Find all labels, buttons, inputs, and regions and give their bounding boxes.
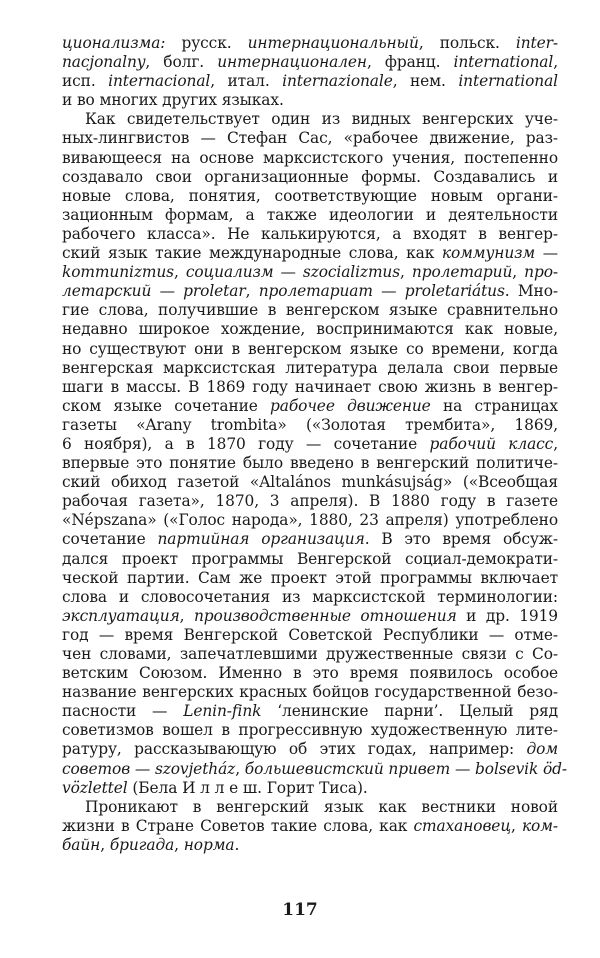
text-line — [62, 416, 558, 435]
text-line — [62, 473, 558, 492]
text-segment: , болг. — [145, 53, 218, 72]
text-segment: сочетание — [62, 530, 158, 549]
text-segment: ветским Союзом. Именно в это время появилось особое — [62, 664, 558, 683]
italic-term: internacional — [108, 72, 211, 91]
text-segment: Как свидетельствует один из видных венгерских уче- — [85, 110, 558, 129]
text-line — [62, 511, 558, 530]
page-number: 117 — [282, 900, 318, 920]
text-line — [62, 244, 558, 263]
text-line — [62, 721, 558, 740]
text-segment: вивающееся на основе марксистского учения, постепенно — [62, 148, 558, 167]
text-line — [62, 263, 558, 282]
text-line — [62, 282, 558, 301]
italic-term: kommunizmus — [62, 263, 174, 282]
italic-term: летарский — proletar — [62, 282, 246, 301]
text-line — [62, 168, 558, 187]
text-segment: , нем. — [392, 72, 459, 91]
text-line — [62, 206, 558, 225]
text-segment: рабочего класса». Не калькируются, а входят в венгер- — [62, 224, 558, 243]
text-segment: Проникают в венгерский язык как вестники новой — [85, 797, 558, 816]
text-line — [62, 492, 558, 511]
text-segment: ском языке сочетание — [62, 396, 271, 415]
text-segment: . Мно- — [504, 282, 558, 301]
text-segment: (Бела И л л е ш. Горит Тиса). — [127, 778, 368, 797]
text-segment: гие слова, получившие в венгерском языке сравнительно — [62, 301, 558, 320]
text-segment: чен словами, запечатлевшими дружественные связи с Со- — [62, 645, 558, 663]
text-line — [62, 683, 558, 702]
italic-term: байн — [62, 835, 101, 854]
text-segment: . В это время обсуж- — [364, 530, 558, 549]
text-line — [62, 645, 558, 664]
text-segment: и во многих других языках. — [62, 91, 284, 110]
text-segment: ных-лингвистов — Стефан Сас, «рабочее движение, раз- — [62, 129, 558, 148]
text-line — [62, 340, 558, 359]
italic-term: коммунизм — — [441, 244, 558, 263]
italic-term: рабочий класс — [429, 434, 554, 453]
text-line — [62, 359, 558, 378]
text-line — [62, 301, 558, 320]
text-line — [62, 225, 558, 244]
text-segment: , — [235, 759, 245, 778]
text-segment: год — время Венгерской Советской Республики — отме- — [62, 625, 558, 644]
italic-term: nacjonalny — [62, 53, 146, 72]
text-line — [62, 320, 558, 339]
italic-term: социализм — szocializmus — [185, 263, 401, 282]
text-line — [62, 110, 558, 129]
text-segment: впервые это понятие было введено в венгерский политиче- — [62, 454, 558, 473]
text-segment: исп. — [62, 72, 109, 91]
italic-term: internazionale — [282, 72, 393, 91]
italic-term: партийная организация — [157, 530, 365, 549]
text-segment: ‘ленинские парни’. Целый ряд — [261, 702, 559, 721]
italic-term: рабочее движение — [270, 396, 431, 415]
italic-term: international — [458, 72, 558, 91]
text-segment: , — [400, 263, 412, 282]
text-segment: венгерская марксистская литература делала свои первые — [62, 358, 558, 377]
text-line — [62, 53, 558, 72]
text-segment: русск. — [165, 34, 248, 52]
text-segment: новые слова, понятия, соответствующие новым органи- — [62, 186, 558, 205]
text-segment: ский язык такие международные слова, как — [62, 244, 442, 263]
italic-term: Lenin-fink — [183, 702, 262, 721]
text-segment: . — [234, 835, 240, 854]
text-segment: , — [553, 434, 558, 453]
text-segment: , — [174, 835, 184, 854]
italic-term: пролетариат — proletariátus — [258, 282, 505, 301]
text-segment: , — [100, 835, 110, 854]
text-segment: ческой партии. Сам же проект этой программы включает — [62, 568, 558, 587]
text-line — [62, 702, 558, 721]
text-segment: название венгерских красных бойцов государственной безо- — [62, 683, 558, 702]
text-segment: недавно широкое хождение, воспринимаются как новые, — [62, 320, 558, 339]
italic-term: inter- — [515, 34, 558, 52]
text-segment: слова и словосочетания из марксистской терминологии: — [62, 587, 558, 606]
text-line — [62, 588, 558, 607]
italic-term: советов — szovjetház — [62, 759, 236, 778]
text-line — [62, 569, 558, 588]
text-line — [62, 129, 558, 148]
text-line — [62, 607, 558, 626]
text-line — [62, 798, 558, 817]
text-line — [62, 759, 568, 779]
text-segment: 6 ноября), а в 1870 году — сочетание — [62, 434, 430, 453]
text-segment: , — [510, 816, 522, 835]
italic-term: эксплуатация — [62, 606, 180, 625]
book-page-text — [62, 34, 568, 855]
italic-term: стахановец — [413, 816, 511, 835]
text-segment: , — [553, 53, 558, 72]
text-segment: создавало свои организационные формы. Создавались и — [62, 167, 558, 186]
text-line — [62, 626, 558, 645]
italic-term: производственные отношения — [193, 606, 457, 625]
text-segment: , — [512, 263, 525, 282]
italic-term: vözlettel — [62, 778, 128, 797]
text-line — [62, 435, 558, 454]
text-segment: жизни в Стране Советов такие слова, как — [62, 816, 414, 835]
text-line — [62, 34, 558, 53]
text-segment: , франц. — [366, 53, 454, 72]
text-segment: советизмов вошел в прогрессивную художественную лите- — [62, 721, 558, 740]
italic-term: большевистский привет — bolsevik öd- — [244, 759, 568, 778]
text-line — [62, 530, 558, 549]
text-segment: , — [173, 263, 186, 282]
text-line — [62, 550, 558, 569]
italic-term: про- — [524, 263, 558, 282]
text-segment: дался проект программы Венгерской социал-демократи- — [62, 549, 558, 568]
text-segment: , — [179, 606, 194, 625]
text-segment: и др. 1919 — [456, 606, 558, 625]
text-line — [62, 836, 558, 855]
text-line — [62, 91, 558, 110]
text-segment: пасности — — [62, 702, 184, 721]
italic-term: бригада — [109, 835, 175, 854]
text-line — [62, 779, 558, 798]
text-line — [62, 187, 558, 206]
text-line — [62, 149, 558, 168]
text-line — [62, 740, 558, 759]
text-line — [62, 454, 558, 473]
text-line — [62, 378, 558, 397]
text-segment: ский обиход газетой «Altalános munkásujság» («Всеобщая — [62, 473, 558, 492]
italic-term: international — [453, 53, 554, 72]
text-line — [62, 817, 558, 836]
italic-term: интернационален — [217, 53, 367, 72]
text-line — [62, 72, 558, 91]
text-segment: «Népszana» («Голос народа», 1880, 23 апреля) употреблено — [62, 511, 558, 530]
italic-term: ком- — [521, 816, 558, 835]
italic-term: ционализма: — [62, 34, 166, 52]
text-segment: но существуют они в венгерском языке со времени, когда — [62, 339, 558, 358]
text-line — [62, 664, 558, 683]
text-segment: газеты «Arany trombita» («Золотая трембита», 1869, — [62, 415, 558, 434]
text-segment: , итал. — [210, 72, 283, 91]
text-segment: ратуру, рассказывающую об этих годах, например: — [62, 740, 527, 759]
text-line — [62, 397, 558, 416]
italic-term: норма — [183, 835, 235, 854]
text-segment: шаги в массы. В 1869 году начинает свою жизнь в венгер- — [62, 377, 558, 396]
italic-term: дом — [526, 740, 558, 759]
italic-term: интернациональный — [247, 34, 419, 52]
text-segment: , — [245, 282, 259, 301]
text-segment: на страницах — [430, 396, 558, 415]
text-segment: рабочая газета», 1870, 3 апреля). В 1880 году в газете — [62, 492, 558, 511]
text-segment: зационным формам, а также идеологии и деятельности — [62, 205, 558, 224]
italic-term: пролетарий — [411, 263, 513, 282]
text-segment: , польск. — [418, 34, 516, 52]
